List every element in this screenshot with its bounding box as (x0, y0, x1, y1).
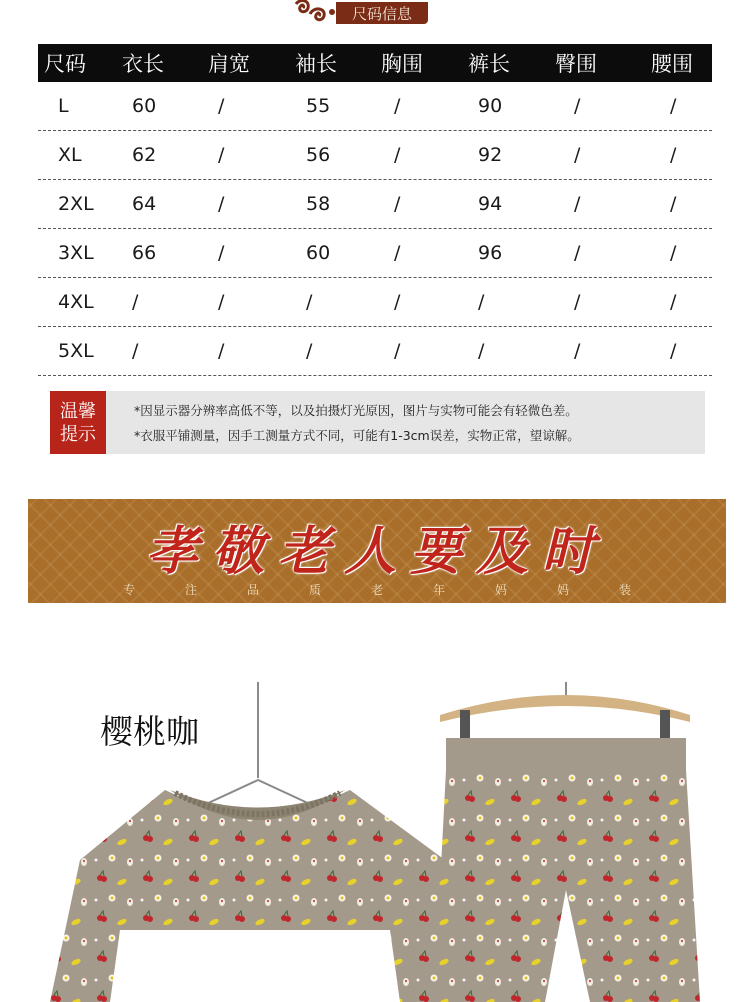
header-cell: 裤长 (468, 52, 510, 76)
table-cell: / (394, 291, 401, 313)
table-cell: / (574, 144, 581, 166)
banner-subtitle-char: 品 (246, 583, 259, 597)
table-cell: / (394, 95, 401, 117)
header-cell: 尺码 (44, 52, 86, 76)
table-cell: / (132, 340, 139, 362)
table-cell: / (218, 291, 225, 313)
table-cell: / (670, 291, 677, 313)
table-cell: / (394, 340, 401, 362)
table-cell: 2XL (58, 193, 94, 215)
table-cell: / (574, 95, 581, 117)
header-cell: 胸围 (381, 52, 423, 76)
tips-box (50, 391, 705, 454)
table-cell: / (218, 193, 225, 215)
table-cell: / (478, 340, 485, 362)
banner-subtitle-char: 质 (308, 583, 321, 597)
banner-subtitle-char: 专 (122, 583, 135, 597)
table-cell: / (478, 291, 485, 313)
table-cell: 3XL (58, 242, 94, 264)
table-cell: / (306, 340, 313, 362)
table-cell: / (670, 193, 677, 215)
table-cell: 66 (132, 242, 157, 264)
size-info-label: 尺码信息 (336, 2, 428, 24)
tips-title (50, 391, 106, 454)
banner-subtitle-char: 妈 (556, 583, 569, 597)
table-cell: L (58, 95, 69, 117)
table-cell: 55 (306, 95, 331, 117)
size-info-tag (292, 0, 428, 26)
table-cell: / (670, 95, 677, 117)
table-cell: / (218, 340, 225, 362)
table-cell: / (574, 291, 581, 313)
table-cell: 56 (306, 144, 331, 166)
table-row (38, 278, 712, 327)
tips-text (106, 398, 580, 448)
product-photo (0, 630, 750, 1002)
table-cell: / (218, 95, 225, 117)
table-cell: / (394, 193, 401, 215)
cloud-ornament-icon (292, 0, 336, 26)
header-cell: 衣长 (122, 52, 164, 76)
table-cell: 94 (478, 193, 503, 215)
banner-subtitle-char: 老 (370, 583, 383, 597)
size-table (38, 44, 712, 376)
header-cell: 腰围 (651, 52, 693, 76)
table-cell: / (132, 291, 139, 313)
table-cell: XL (58, 144, 82, 166)
table-cell: 90 (478, 95, 503, 117)
header-cell: 肩宽 (208, 52, 250, 76)
table-row (38, 180, 712, 229)
header-cell: 袖长 (295, 52, 337, 76)
table-cell: 5XL (58, 340, 94, 362)
table-cell: 4XL (58, 291, 94, 313)
table-cell: / (670, 144, 677, 166)
banner-subtitle (28, 581, 726, 598)
tips-title-line: 提示 (60, 423, 96, 445)
table-cell: 64 (132, 193, 157, 215)
table-cell: 96 (478, 242, 503, 264)
banner-subtitle-char: 妈 (494, 583, 507, 597)
header-cell: 臀围 (555, 52, 597, 76)
table-cell: 92 (478, 144, 503, 166)
table-cell: 62 (132, 144, 157, 166)
table-cell: / (394, 144, 401, 166)
table-row (38, 229, 712, 278)
table-cell: / (670, 340, 677, 362)
tips-title-line: 温馨 (60, 400, 96, 422)
tip-line-2: *衣服平铺测量，因手工测量方式不同，可能有1-3cm误差，实物正常，望谅解。 (134, 427, 580, 443)
table-cell: 58 (306, 193, 331, 215)
table-cell: / (574, 340, 581, 362)
table-cell: 60 (306, 242, 331, 264)
banner-motto: 孝敬老人要及时 (145, 521, 608, 582)
pajama-illustration (0, 630, 750, 1002)
table-cell: / (218, 242, 225, 264)
banner-subtitle-char: 年 (432, 583, 445, 597)
table-header (38, 44, 712, 82)
table-cell: / (306, 291, 313, 313)
slogan-banner (28, 499, 726, 603)
table-cell: / (670, 242, 677, 264)
tip-line-1: *因显示器分辨率高低不等，以及拍摄灯光原因，图片与实物可能会有轻微色差。 (134, 402, 578, 418)
table-cell: / (218, 144, 225, 166)
table-cell: 60 (132, 95, 157, 117)
color-name-label: 樱桃咖 (100, 712, 199, 751)
table-cell: / (574, 242, 581, 264)
banner-subtitle-char: 装 (618, 583, 631, 597)
table-cell: / (394, 242, 401, 264)
banner-subtitle-char: 注 (184, 583, 197, 597)
table-row (38, 131, 712, 180)
table-row (38, 327, 712, 376)
table-cell: / (574, 193, 581, 215)
table-row (38, 82, 712, 131)
